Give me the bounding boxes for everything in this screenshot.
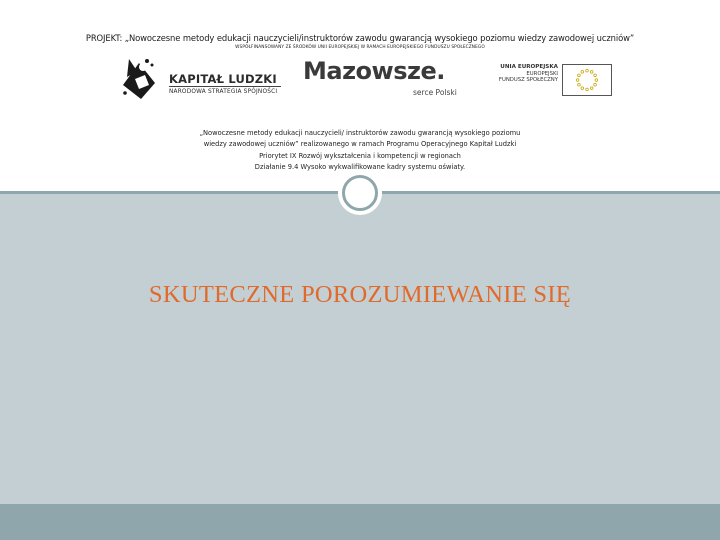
eu-flag-icon (562, 64, 612, 96)
description-line-4: Działanie 9.4 Wysoko wykwalifikowane kadry systemu oświaty. (254, 163, 466, 172)
cofinancing-note: WSPÓŁFINANSOWANY ZE ŚRODKÓW UNII EUROPEJSKIEJ W RAMACH EUROPEJSKIEGO FUNDUSZU SPOŁECZNEGO (235, 45, 485, 50)
kapital-ludzki-divider (169, 86, 281, 87)
eu-logo-text (499, 64, 558, 84)
eu-line-3: FUNDUSZ SPOŁECZNY (498, 77, 558, 84)
project-title: PROJEKT: „Nowoczesne metody edukacji nauczycieli/instruktorów zawodu gwarancją wysokiego poziomu wiedzy zawodowej uczniów” (85, 33, 635, 43)
kapital-ludzki-name: KAPITAŁ LUDZKI (169, 72, 277, 86)
kapital-ludzki-emblem-icon (119, 55, 159, 101)
mazowsze-tagline: serce Polski (413, 88, 457, 97)
description-line-1: „Nowoczesne metody edukacji nauczycieli/ instruktorów zawodu gwarancją wysokiego poziomu (199, 129, 521, 137)
eu-line-2: EUROPEJSKI (526, 70, 558, 77)
project-description (150, 128, 570, 174)
header-area (0, 0, 720, 191)
mazowsze-name: Mazowsze. (303, 57, 445, 85)
eu-line-1: UNIA EUROPEJSKA (500, 64, 558, 70)
footer-band (0, 504, 720, 540)
kapital-ludzki-logo (119, 55, 284, 101)
description-line-2: wiedzy zawodowej uczniów” realizowanego w ramach Programu Operacyjnego Kapitał Ludzki (203, 140, 517, 149)
title-panel (0, 194, 720, 540)
logo-strip (111, 53, 621, 103)
slide-title: SKUTECZNE POROZUMIEWANIE SIĘ (148, 281, 572, 308)
mazowsze-logo (301, 57, 481, 101)
description-line-3: Priorytet IX Rozwój wykształcenia i kompetencji w regionach (259, 151, 461, 160)
kapital-ludzki-tagline: NARODOWA STRATEGIA SPÓJNOŚCI (169, 89, 278, 95)
divider-circle-ring (342, 175, 378, 211)
eu-logo (496, 59, 616, 99)
